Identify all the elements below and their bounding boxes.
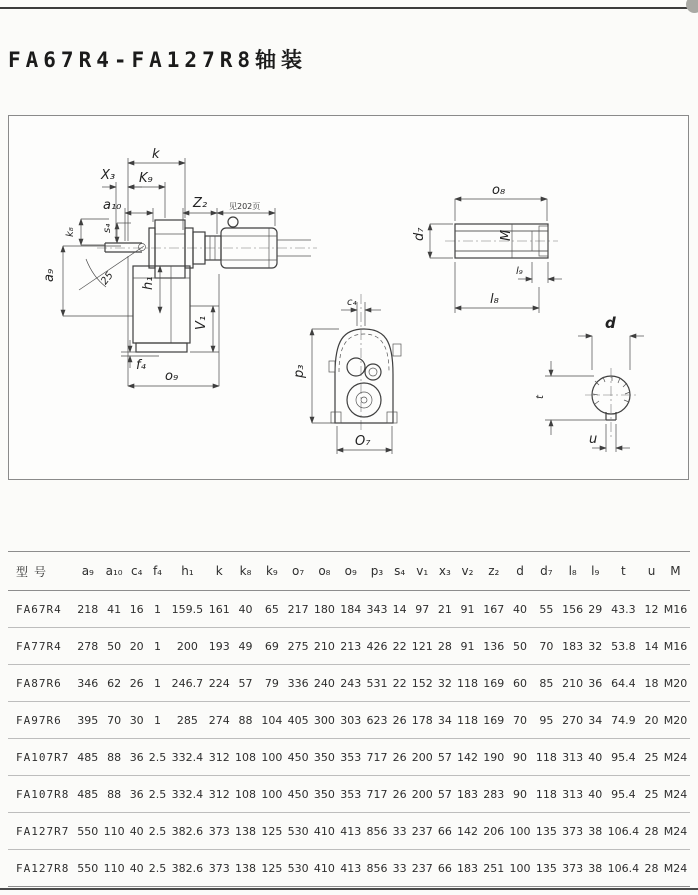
table-body (8, 591, 690, 887)
value-cell: 106.4 (607, 824, 640, 838)
value-cell: 79 (264, 676, 279, 690)
value-cell: 313 (562, 750, 584, 764)
value-cell: 36 (129, 787, 144, 801)
value-cell: 53.8 (611, 639, 636, 653)
value-cell: 382.6 (171, 824, 204, 838)
value-cell: 40 (513, 602, 528, 616)
table-row (8, 665, 690, 702)
value-cell: 50 (513, 639, 528, 653)
value-cell: 270 (562, 713, 584, 727)
value-cell: 26 (392, 787, 407, 801)
value-cell: 303 (340, 713, 362, 727)
dim-label-k8: k₈ (65, 227, 76, 237)
top-rule (0, 7, 698, 9)
value-cell: 2.5 (148, 824, 167, 838)
value-cell: 373 (208, 861, 230, 875)
value-cell: 41 (107, 602, 122, 616)
table-row (8, 776, 690, 813)
value-cell: 66 (437, 824, 452, 838)
column-header: k₉ (265, 564, 278, 578)
value-cell: 14 (644, 639, 659, 653)
value-cell: M24 (663, 861, 688, 875)
value-cell: 38 (588, 861, 603, 875)
value-cell: 237 (411, 861, 433, 875)
value-cell: 274 (208, 713, 230, 727)
value-cell: 57 (238, 676, 253, 690)
value-cell: 2.5 (148, 750, 167, 764)
value-cell: 159.5 (171, 602, 204, 616)
table-row (8, 850, 690, 887)
value-cell: 550 (77, 824, 99, 838)
value-cell: 100 (261, 750, 283, 764)
value-cell: 100 (261, 787, 283, 801)
value-cell: 108 (235, 787, 257, 801)
value-cell: M20 (663, 713, 688, 727)
value-cell: 531 (366, 676, 388, 690)
dim-label-x3: X₃ (101, 168, 116, 183)
value-cell: 193 (208, 639, 230, 653)
model-column-header: 型号 (16, 564, 53, 579)
value-cell: 43.3 (611, 602, 636, 616)
value-cell: 332.4 (171, 750, 204, 764)
value-cell: 530 (287, 861, 309, 875)
value-cell: 36 (588, 676, 603, 690)
technical-drawing-panel (8, 115, 689, 480)
value-cell: 40 (238, 602, 253, 616)
value-cell: 353 (340, 787, 362, 801)
value-cell: 237 (411, 824, 433, 838)
value-cell: 49 (238, 639, 253, 653)
value-cell: 332.4 (171, 787, 204, 801)
column-header: u (647, 564, 656, 578)
value-cell: 169 (483, 713, 505, 727)
column-header: h₁ (181, 564, 194, 578)
value-cell: 95 (539, 713, 554, 727)
column-header: a₁₀ (105, 564, 123, 578)
value-cell: 200 (411, 787, 433, 801)
table-row (8, 739, 690, 776)
value-cell: 85 (539, 676, 554, 690)
value-cell: 336 (287, 676, 309, 690)
value-cell: 717 (366, 750, 388, 764)
value-cell: M16 (663, 602, 688, 616)
value-cell: 88 (238, 713, 253, 727)
side-view (42, 147, 317, 386)
value-cell: 353 (340, 750, 362, 764)
value-cell: 285 (176, 713, 198, 727)
value-cell: 125 (261, 861, 283, 875)
value-cell: 40 (129, 861, 144, 875)
value-cell: 26 (392, 750, 407, 764)
value-cell: 118 (456, 676, 478, 690)
value-cell: 717 (366, 787, 388, 801)
column-header: f₄ (152, 564, 162, 578)
value-cell: 210 (562, 676, 584, 690)
dim-label-angle: 25 (99, 270, 116, 287)
value-cell: 25 (644, 787, 659, 801)
value-cell: 20 (644, 713, 659, 727)
value-cell: 161 (208, 602, 230, 616)
value-cell: 28 (437, 639, 452, 653)
value-cell: 135 (535, 861, 557, 875)
value-cell: 350 (313, 787, 335, 801)
value-cell: M24 (663, 750, 688, 764)
bottom-rule (0, 888, 698, 890)
model-cell: FA107R8 (16, 787, 70, 801)
value-cell: 395 (77, 713, 99, 727)
value-cell: 856 (366, 824, 388, 838)
value-cell: 312 (208, 787, 230, 801)
value-cell: 91 (460, 602, 475, 616)
value-cell: M24 (663, 824, 688, 838)
value-cell: 167 (483, 602, 505, 616)
column-header: o₈ (318, 564, 331, 578)
table-row (8, 813, 690, 850)
value-cell: 26 (392, 713, 407, 727)
value-cell: 70 (107, 713, 122, 727)
column-header: a₉ (81, 564, 94, 578)
dim-label-p3: p₃ (292, 364, 307, 378)
value-cell: 66 (437, 861, 452, 875)
value-cell: 410 (313, 861, 335, 875)
value-cell: 25 (644, 750, 659, 764)
value-cell: 413 (340, 861, 362, 875)
value-cell: 32 (588, 639, 603, 653)
value-cell: 62 (107, 676, 122, 690)
column-header: v₁ (416, 564, 429, 578)
value-cell: 2.5 (148, 787, 167, 801)
dim-label-h1: h₁ (141, 276, 156, 290)
value-cell: 64.4 (611, 676, 636, 690)
dim-label-l9: l₉ (516, 266, 523, 277)
hollow-shaft-view (412, 183, 562, 313)
dimension-table (8, 551, 690, 887)
value-cell: 217 (287, 602, 309, 616)
value-cell: 110 (103, 824, 125, 838)
value-cell: 410 (313, 824, 335, 838)
value-cell: 485 (77, 787, 99, 801)
value-cell: 106.4 (607, 861, 640, 875)
column-header: v₂ (461, 564, 474, 578)
value-cell: 240 (313, 676, 335, 690)
value-cell: 22 (392, 639, 407, 653)
column-header: z₂ (488, 564, 500, 578)
value-cell: 152 (411, 676, 433, 690)
column-header: l₈ (568, 564, 577, 578)
value-cell: 118 (535, 787, 557, 801)
value-cell: 350 (313, 750, 335, 764)
dim-label-a9: a₉ (42, 268, 57, 282)
technical-drawing-svg (9, 116, 688, 479)
value-cell: 95.4 (611, 787, 636, 801)
value-cell: 57 (437, 750, 452, 764)
value-cell: 12 (644, 602, 659, 616)
value-cell: 90 (513, 750, 528, 764)
value-cell: 2.5 (148, 861, 167, 875)
value-cell: 16 (129, 602, 144, 616)
value-cell: 156 (562, 602, 584, 616)
value-cell: 1 (153, 639, 161, 653)
value-cell: 28 (644, 861, 659, 875)
value-cell: 218 (77, 602, 99, 616)
value-cell: 246.7 (171, 676, 204, 690)
value-cell: 623 (366, 713, 388, 727)
value-cell: 22 (392, 676, 407, 690)
value-cell: 278 (77, 639, 99, 653)
value-cell: 26 (129, 676, 144, 690)
dim-label-u: u (589, 432, 598, 447)
column-header: o₇ (292, 564, 305, 578)
value-cell: 142 (456, 824, 478, 838)
value-cell: 55 (539, 602, 554, 616)
dim-label-o7: O₇ (355, 434, 371, 449)
value-cell: 34 (437, 713, 452, 727)
value-cell: 100 (509, 861, 531, 875)
column-header: k (215, 564, 223, 578)
value-cell: 183 (456, 787, 478, 801)
value-cell: 36 (129, 750, 144, 764)
column-header: t (621, 564, 626, 578)
model-cell: FA77R4 (16, 639, 62, 653)
dim-label-a10: a₁₀ (103, 198, 122, 213)
value-cell: 70 (539, 639, 554, 653)
column-header: k₈ (239, 564, 252, 578)
value-cell: 180 (313, 602, 335, 616)
value-cell: 100 (509, 824, 531, 838)
value-cell: 34 (588, 713, 603, 727)
value-cell: 50 (107, 639, 122, 653)
value-cell: 856 (366, 861, 388, 875)
value-cell: 125 (261, 824, 283, 838)
value-cell: 251 (483, 861, 505, 875)
value-cell: 224 (208, 676, 230, 690)
value-cell: 450 (287, 787, 309, 801)
table-row (8, 702, 690, 739)
value-cell: 346 (77, 676, 99, 690)
bore-section-view (535, 314, 644, 452)
value-cell: 40 (588, 787, 603, 801)
value-cell: 30 (129, 713, 144, 727)
value-cell: 184 (340, 602, 362, 616)
value-cell: 413 (340, 824, 362, 838)
value-cell: 450 (287, 750, 309, 764)
dim-label-d: d (605, 314, 616, 332)
value-cell: 190 (483, 750, 505, 764)
value-cell: 29 (588, 602, 603, 616)
table-header-row (8, 552, 690, 591)
value-cell: M20 (663, 676, 688, 690)
value-cell: 530 (287, 824, 309, 838)
value-cell: 118 (456, 713, 478, 727)
value-cell: 1 (153, 713, 161, 727)
value-cell: 69 (264, 639, 279, 653)
dim-label-c4: c₄ (347, 297, 357, 308)
column-header: x₃ (438, 564, 451, 578)
dim-label-m: M (499, 229, 514, 241)
value-cell: 169 (483, 676, 505, 690)
value-cell: 20 (129, 639, 144, 653)
value-cell: 108 (235, 750, 257, 764)
column-header: l₉ (591, 564, 600, 578)
value-cell: 88 (107, 787, 122, 801)
see-page-note: 见202页 (229, 202, 261, 211)
value-cell: 95.4 (611, 750, 636, 764)
front-view (292, 294, 401, 454)
value-cell: 373 (208, 824, 230, 838)
value-cell: 38 (588, 824, 603, 838)
dim-label-f4: f₄ (136, 358, 146, 373)
value-cell: 1 (153, 676, 161, 690)
dim-label-k: k (152, 147, 160, 162)
value-cell: 90 (513, 787, 528, 801)
column-header: d₇ (540, 564, 553, 578)
value-cell: 283 (483, 787, 505, 801)
dim-label-t: t (535, 395, 546, 399)
value-cell: 550 (77, 861, 99, 875)
table-row (8, 591, 690, 628)
column-header: d (516, 564, 524, 578)
value-cell: M16 (663, 639, 688, 653)
value-cell: 206 (483, 824, 505, 838)
model-cell: FA87R6 (16, 676, 62, 690)
value-cell: 91 (460, 639, 475, 653)
value-cell: 88 (107, 750, 122, 764)
value-cell: 74.9 (611, 713, 636, 727)
value-cell: 213 (340, 639, 362, 653)
model-cell: FA107R7 (16, 750, 70, 764)
value-cell: 40 (588, 750, 603, 764)
value-cell: 40 (129, 824, 144, 838)
value-cell: 373 (562, 824, 584, 838)
value-cell: 60 (513, 676, 528, 690)
value-cell: 183 (562, 639, 584, 653)
value-cell: 138 (235, 861, 257, 875)
value-cell: 57 (437, 787, 452, 801)
model-cell: FA67R4 (16, 602, 62, 616)
value-cell: 312 (208, 750, 230, 764)
value-cell: 138 (235, 824, 257, 838)
model-cell: FA127R7 (16, 824, 70, 838)
dim-label-k9: K₉ (139, 171, 153, 186)
value-cell: 426 (366, 639, 388, 653)
value-cell: 135 (535, 824, 557, 838)
column-header: c₄ (130, 564, 143, 578)
value-cell: 178 (411, 713, 433, 727)
value-cell: 210 (313, 639, 335, 653)
value-cell: 382.6 (171, 861, 204, 875)
value-cell: 200 (176, 639, 198, 653)
value-cell: 21 (437, 602, 452, 616)
page-corner-ornament (686, 0, 698, 13)
column-header: M (670, 564, 681, 578)
value-cell: 200 (411, 750, 433, 764)
value-cell: 28 (644, 824, 659, 838)
value-cell: 14 (392, 602, 407, 616)
column-header: s₄ (394, 564, 406, 578)
model-cell: FA97R6 (16, 713, 62, 727)
value-cell: 18 (644, 676, 659, 690)
value-cell: 343 (366, 602, 388, 616)
value-cell: 313 (562, 787, 584, 801)
dim-label-o8: o₈ (492, 183, 506, 198)
dim-label-d7: d₇ (412, 227, 427, 241)
column-header: o₉ (344, 564, 357, 578)
table-row (8, 628, 690, 665)
value-cell: 33 (392, 861, 407, 875)
page-title: FA67R4-FA127R8轴装 (8, 48, 308, 72)
value-cell: 97 (415, 602, 430, 616)
value-cell: 136 (483, 639, 505, 653)
value-cell: 118 (535, 750, 557, 764)
dim-label-s4: s₄ (102, 223, 113, 233)
column-header: p₃ (370, 564, 384, 578)
value-cell: 1 (153, 602, 161, 616)
value-cell: 485 (77, 750, 99, 764)
value-cell: M24 (663, 787, 688, 801)
value-cell: 405 (287, 713, 309, 727)
value-cell: 70 (513, 713, 528, 727)
value-cell: 373 (562, 861, 584, 875)
dim-label-z2: Z₂ (193, 196, 208, 211)
dim-label-o9: o₉ (165, 369, 179, 384)
value-cell: 65 (264, 602, 279, 616)
value-cell: 104 (261, 713, 283, 727)
value-cell: 183 (456, 861, 478, 875)
value-cell: 33 (392, 824, 407, 838)
value-cell: 110 (103, 861, 125, 875)
value-cell: 275 (287, 639, 309, 653)
dim-label-v1: V₁ (194, 315, 209, 330)
dim-label-l8: l₈ (490, 292, 499, 307)
model-cell: FA127R8 (16, 861, 70, 875)
value-cell: 142 (456, 750, 478, 764)
value-cell: 300 (313, 713, 335, 727)
value-cell: 243 (340, 676, 362, 690)
value-cell: 121 (411, 639, 433, 653)
value-cell: 32 (437, 676, 452, 690)
